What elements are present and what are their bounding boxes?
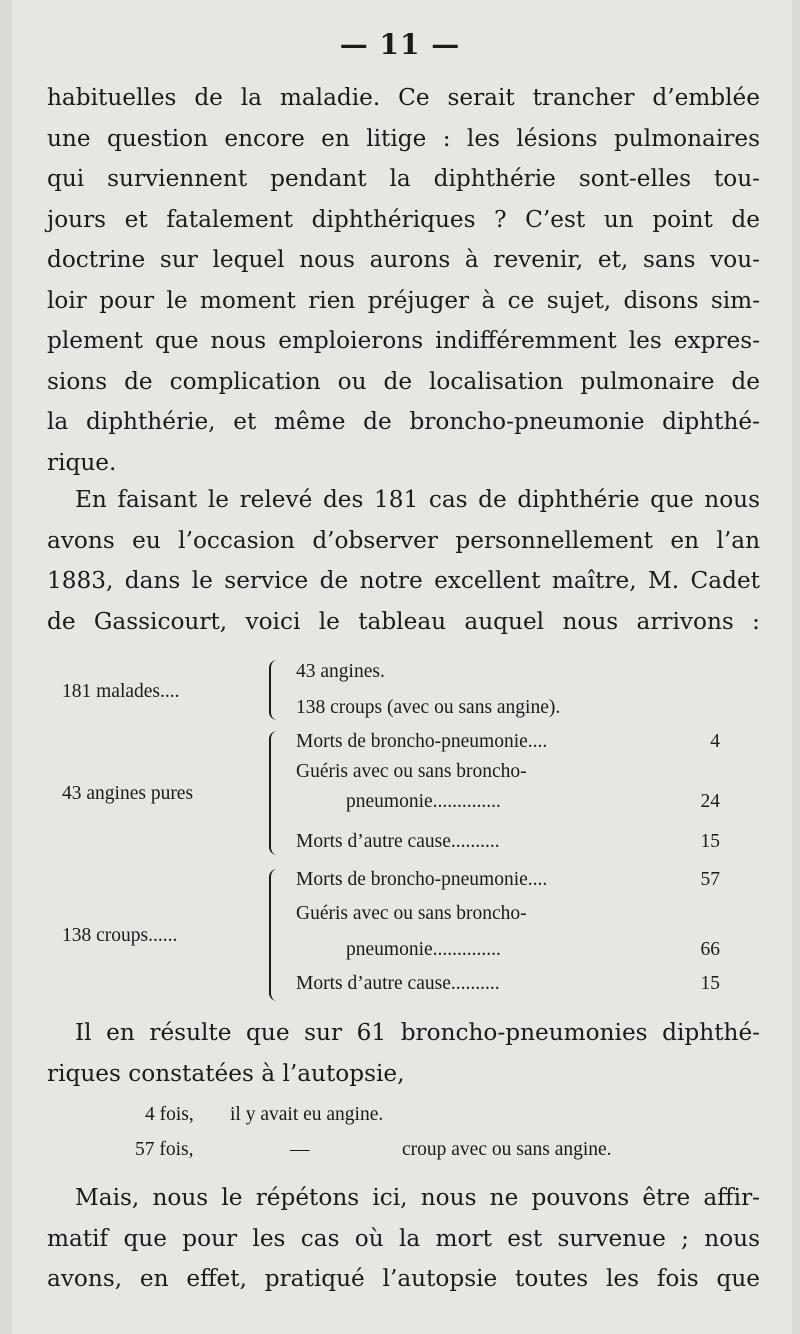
table-group-croups — [62, 865, 762, 1005]
brace — [269, 869, 281, 1001]
brace — [269, 660, 281, 720]
text-line: Mais, nous le répétons ici, nous ne pouvons être affir- — [75, 1184, 760, 1211]
table-item: 43 angines. — [296, 661, 385, 682]
stat-count: 57 fois, — [135, 1139, 194, 1160]
text-line: 1883, dans le service de notre excellent maître, M. Cadet — [47, 567, 760, 594]
table-value: 24 — [700, 791, 720, 812]
paragraph-1 — [47, 78, 760, 483]
stat-text: il y avait eu angine. — [230, 1104, 384, 1125]
group-label: 43 angines pures — [62, 783, 194, 804]
stat-count: 4 fois, — [145, 1104, 194, 1125]
text-line: avons, en effet, pratiqué l’autopsie toutes les fois que — [47, 1265, 760, 1292]
text-line: une question encore en litige : les lésions pulmonaires — [47, 124, 760, 152]
group-label: 138 croups...... — [62, 925, 178, 946]
text-line: loir pour le moment rien préjuger à ce sujet, disons sim- — [47, 286, 760, 314]
paragraph-4 — [47, 1178, 760, 1300]
text-line: jours et fatalement diphthériques ? C’est un point de — [47, 205, 760, 233]
table-item: Guéris avec ou sans broncho- — [296, 761, 527, 782]
table-item: Morts de broncho-pneumonie.... — [296, 869, 548, 890]
text-line: de Gassicourt, voici le tableau auquel nous arrivons : — [47, 607, 760, 635]
table-group-angines — [62, 727, 762, 859]
text-line: matif que pour les cas où la mort est survenue ; nous — [47, 1224, 760, 1252]
table-item: pneumonie.............. — [346, 939, 501, 960]
stat-text: croup avec ou sans angine. — [402, 1139, 612, 1160]
table-item: Guéris avec ou sans broncho- — [296, 903, 527, 924]
text-line: qui surviennent pendant la diphthérie sont-elles tou- — [47, 165, 760, 192]
text-line: avons eu l’occasion d’observer personnellement en l’an — [47, 526, 760, 554]
text-line: doctrine sur lequel nous aurons à revenir, et, sans vou- — [47, 246, 760, 273]
table-group-malades — [62, 655, 762, 725]
paragraph-3 — [47, 1013, 760, 1094]
brace — [269, 731, 281, 855]
page-number: — 11 — — [339, 28, 461, 61]
table-item: Morts de broncho-pneumonie.... — [296, 731, 548, 752]
text-line: En faisant le relevé des 181 cas de diphthérie que nous — [75, 486, 760, 513]
table-value: 15 — [700, 973, 720, 994]
table-value: 57 — [700, 869, 720, 890]
table-value: 66 — [700, 939, 720, 960]
table-item: Morts d’autre cause.......... — [296, 831, 500, 852]
table-item: 138 croups (avec ou sans angine). — [296, 697, 561, 718]
text-line: habituelles de la maladie. Ce serait trancher d’emblée — [47, 84, 760, 111]
text-line: Il en résulte que sur 61 broncho-pneumonies diphthé- — [75, 1019, 760, 1046]
text-line: la diphthérie, et même de broncho-pneumonie diphthé- — [47, 408, 760, 435]
stat-dash: — — [290, 1139, 310, 1160]
table-item: Morts d’autre cause.......... — [296, 973, 500, 994]
table-value: 4 — [710, 731, 720, 752]
text-line: riques constatées à l’autopsie, — [47, 1059, 405, 1087]
text-line: sions de complication ou de localisation pulmonaire de — [47, 367, 760, 395]
text-line: rique. — [47, 448, 117, 476]
paragraph-2 — [47, 480, 760, 642]
text-line: plement que nous emploierons indifféremment les expres- — [47, 327, 760, 354]
table-item: pneumonie.............. — [346, 791, 501, 812]
table-value: 15 — [700, 831, 720, 852]
statistics-table — [62, 655, 762, 1005]
group-label: 181 malades.... — [62, 681, 180, 702]
